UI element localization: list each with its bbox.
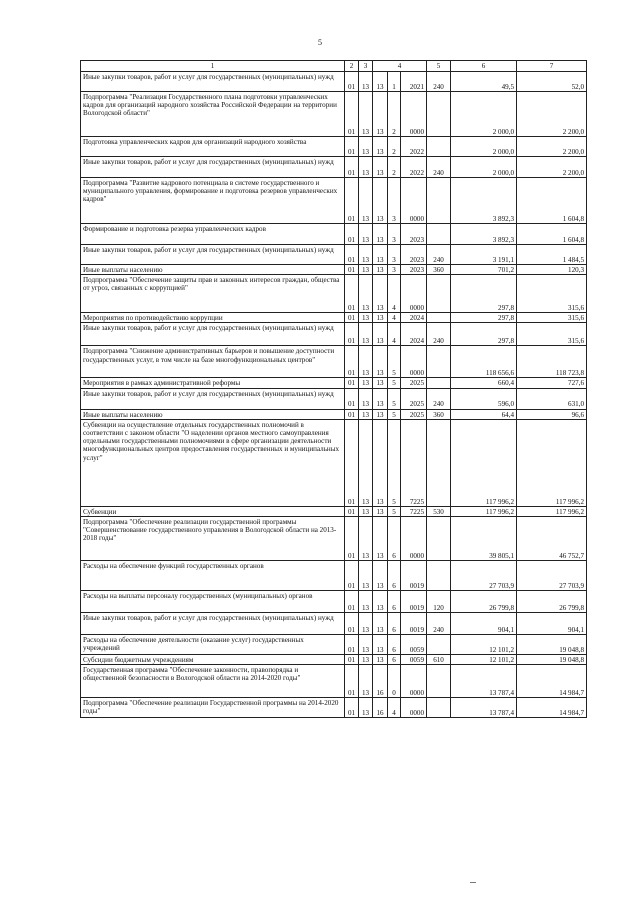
table-row <box>81 224 587 245</box>
row-subprogram: 4 <box>388 323 401 346</box>
row-name: Иные закупки товаров, работ и услуг для государственных (муниципальных) нужд <box>81 388 345 409</box>
row-amount-2017: 3 191,1 <box>451 245 517 265</box>
row-section: 01 <box>345 265 359 275</box>
row-amount-2018: 1 604,8 <box>517 178 587 224</box>
row-program: 13 <box>373 635 388 655</box>
row-expense-type <box>427 517 451 561</box>
row-program: 13 <box>373 245 388 265</box>
header-col-1: 1 <box>81 61 345 72</box>
table-row <box>81 517 587 561</box>
row-program: 13 <box>373 506 388 516</box>
table-row <box>81 137 587 157</box>
row-expense-type: 530 <box>427 506 451 516</box>
row-program: 13 <box>373 591 388 613</box>
table-row <box>81 419 587 506</box>
row-expense-type <box>427 665 451 698</box>
row-amount-2017: 701,2 <box>451 265 517 275</box>
row-amount-2018: 117 996,2 <box>517 506 587 516</box>
row-expense-type: 240 <box>427 613 451 635</box>
row-subprogram: 4 <box>388 313 401 323</box>
row-amount-2017: 26 799,8 <box>451 591 517 613</box>
table-row <box>81 92 587 137</box>
row-amount-2017: 904,1 <box>451 613 517 635</box>
table-row <box>81 561 587 591</box>
row-subsection: 13 <box>359 346 373 378</box>
row-section: 01 <box>345 178 359 224</box>
row-subsection: 13 <box>359 265 373 275</box>
row-section: 01 <box>345 245 359 265</box>
row-direction-code: 0000 <box>401 665 427 698</box>
row-name: Иные выплаты населению <box>81 265 345 275</box>
row-program: 13 <box>373 157 388 178</box>
row-subsection: 13 <box>359 92 373 137</box>
row-amount-2018: 19 048,8 <box>517 655 587 665</box>
row-direction-code: 0000 <box>401 92 427 137</box>
row-expense-type <box>427 224 451 245</box>
row-amount-2017: 49,5 <box>451 72 517 92</box>
row-amount-2018: 14 984,7 <box>517 665 587 698</box>
row-amount-2017: 12 101,2 <box>451 655 517 665</box>
row-direction-code: 0019 <box>401 613 427 635</box>
row-direction-code: 7225 <box>401 506 427 516</box>
row-subprogram: 6 <box>388 635 401 655</box>
row-amount-2018: 315,6 <box>517 275 587 313</box>
row-direction-code: 2022 <box>401 137 427 157</box>
row-amount-2018: 727,6 <box>517 378 587 388</box>
row-subprogram: 3 <box>388 265 401 275</box>
table-row <box>81 665 587 698</box>
row-direction-code: 0000 <box>401 346 427 378</box>
row-section: 01 <box>345 72 359 92</box>
row-amount-2017: 596,0 <box>451 388 517 409</box>
row-program: 16 <box>373 698 388 718</box>
row-amount-2017: 12 101,2 <box>451 635 517 655</box>
table-row <box>81 72 587 92</box>
row-program: 13 <box>373 275 388 313</box>
row-direction-code: 0019 <box>401 561 427 591</box>
row-subprogram: 5 <box>388 419 401 506</box>
row-section: 01 <box>345 517 359 561</box>
row-amount-2017: 297,8 <box>451 323 517 346</box>
row-name: Иные закупки товаров, работ и услуг для государственных (муниципальных) нужд <box>81 72 345 92</box>
row-name: Подготовка управленческих кадров для организаций народного хозяйства <box>81 137 345 157</box>
row-amount-2017: 117 996,2 <box>451 506 517 516</box>
row-section: 01 <box>345 613 359 635</box>
row-expense-type <box>427 419 451 506</box>
row-subprogram: 2 <box>388 137 401 157</box>
row-section: 01 <box>345 506 359 516</box>
row-amount-2018: 19 048,8 <box>517 635 587 655</box>
row-amount-2018: 120,3 <box>517 265 587 275</box>
table-row <box>81 409 587 419</box>
row-amount-2018: 2 200,0 <box>517 92 587 137</box>
table-row <box>81 275 587 313</box>
row-program: 13 <box>373 378 388 388</box>
row-name: Расходы на обеспечение функций государственных органов <box>81 561 345 591</box>
row-amount-2018: 631,0 <box>517 388 587 409</box>
row-subsection: 13 <box>359 665 373 698</box>
row-section: 01 <box>345 378 359 388</box>
row-direction-code: 2023 <box>401 224 427 245</box>
row-direction-code: 2025 <box>401 388 427 409</box>
row-subsection: 13 <box>359 157 373 178</box>
row-amount-2018: 2 200,0 <box>517 157 587 178</box>
row-subprogram: 6 <box>388 613 401 635</box>
row-section: 01 <box>345 323 359 346</box>
row-program: 13 <box>373 72 388 92</box>
row-expense-type: 240 <box>427 388 451 409</box>
row-subprogram: 6 <box>388 655 401 665</box>
table-row <box>81 388 587 409</box>
row-direction-code: 0000 <box>401 275 427 313</box>
page-number: 5 <box>318 38 322 47</box>
row-expense-type: 240 <box>427 323 451 346</box>
row-expense-type <box>427 346 451 378</box>
header-col-7: 7 <box>517 61 587 72</box>
row-expense-type <box>427 137 451 157</box>
row-subsection: 13 <box>359 378 373 388</box>
row-amount-2018: 118 723,8 <box>517 346 587 378</box>
row-name: Иные закупки товаров, работ и услуг для государственных (муниципальных) нужд <box>81 245 345 265</box>
row-name: Формирование и подготовка резерва управленческих кадров <box>81 224 345 245</box>
row-program: 13 <box>373 517 388 561</box>
row-subprogram: 3 <box>388 224 401 245</box>
row-subsection: 13 <box>359 591 373 613</box>
row-section: 01 <box>345 409 359 419</box>
row-expense-type: 610 <box>427 655 451 665</box>
row-direction-code: 0019 <box>401 591 427 613</box>
row-name: Иные закупки товаров, работ и услуг для государственных (муниципальных) нужд <box>81 157 345 178</box>
row-subsection: 13 <box>359 419 373 506</box>
table-body <box>81 61 587 718</box>
row-name: Субвенции <box>81 506 345 516</box>
row-name: Подпрограмма "Развитие кадрового потенциала в системе государственного и муниципального управления, формирование и подготовка резервов управленческих кадров" <box>81 178 345 224</box>
row-direction-code: 2024 <box>401 323 427 346</box>
row-expense-type <box>427 178 451 224</box>
row-amount-2018: 315,6 <box>517 323 587 346</box>
row-name: Субвенции на осуществление отдельных государственных полномочий в соответствии с законом области "О наделении органов местного самоуправления отдельными государственными полномочиями в сфере организации деятельности многофункциональных центров предоставления государственных и муниципальных услуг" <box>81 419 345 506</box>
row-amount-2018: 27 703,9 <box>517 561 587 591</box>
row-subsection: 13 <box>359 137 373 157</box>
row-direction-code: 2023 <box>401 265 427 275</box>
row-expense-type <box>427 313 451 323</box>
row-subprogram: 5 <box>388 388 401 409</box>
row-name: Субсидии бюджетным учреждениям <box>81 655 345 665</box>
row-name: Иные закупки товаров, работ и услуг для государственных (муниципальных) нужд <box>81 323 345 346</box>
row-expense-type: 240 <box>427 157 451 178</box>
row-direction-code: 7225 <box>401 419 427 506</box>
row-expense-type <box>427 635 451 655</box>
row-section: 01 <box>345 346 359 378</box>
row-expense-type: 240 <box>427 72 451 92</box>
row-direction-code: 2024 <box>401 313 427 323</box>
row-expense-type <box>427 561 451 591</box>
row-expense-type <box>427 275 451 313</box>
table-row <box>81 655 587 665</box>
row-section: 01 <box>345 655 359 665</box>
row-subprogram: 3 <box>388 178 401 224</box>
row-amount-2018: 2 200,0 <box>517 137 587 157</box>
row-amount-2017: 2 000,0 <box>451 157 517 178</box>
row-name: Подпрограмма "Обеспечение реализации Государственной программы на 2014-2020 годы" <box>81 698 345 718</box>
row-name: Расходы на выплаты персоналу государственных (муниципальных) органов <box>81 591 345 613</box>
table-row <box>81 635 587 655</box>
row-subsection: 13 <box>359 388 373 409</box>
table-row <box>81 313 587 323</box>
table-row <box>81 346 587 378</box>
row-subsection: 13 <box>359 635 373 655</box>
row-expense-type: 360 <box>427 265 451 275</box>
table-row <box>81 157 587 178</box>
row-name: Мероприятия по противодействию коррупции <box>81 313 345 323</box>
row-program: 13 <box>373 137 388 157</box>
header-col-5: 5 <box>427 61 451 72</box>
row-subsection: 13 <box>359 224 373 245</box>
row-amount-2017: 297,8 <box>451 275 517 313</box>
row-program: 13 <box>373 313 388 323</box>
table-row <box>81 323 587 346</box>
row-expense-type: 360 <box>427 409 451 419</box>
row-amount-2017: 118 656,6 <box>451 346 517 378</box>
row-program: 13 <box>373 323 388 346</box>
row-direction-code: 0059 <box>401 635 427 655</box>
row-subprogram: 1 <box>388 72 401 92</box>
row-program: 13 <box>373 92 388 137</box>
row-program: 13 <box>373 178 388 224</box>
row-name: Подпрограмма "Снижение административных барьеров и повышение доступности государственных услуг, в том числе на базе многофункциональных центров" <box>81 346 345 378</box>
row-subsection: 13 <box>359 323 373 346</box>
table-row <box>81 506 587 516</box>
row-direction-code: 0000 <box>401 698 427 718</box>
header-col-3: 3 <box>359 61 373 72</box>
row-amount-2018: 315,6 <box>517 313 587 323</box>
row-name: Государственная программа "Обеспечение законности, правопорядка и общественной безопасности в Вологодской области на 2014-2020 годы" <box>81 665 345 698</box>
row-subsection: 13 <box>359 275 373 313</box>
row-section: 01 <box>345 665 359 698</box>
row-subprogram: 6 <box>388 561 401 591</box>
row-amount-2018: 1 484,5 <box>517 245 587 265</box>
row-subsection: 13 <box>359 245 373 265</box>
row-subprogram: 2 <box>388 92 401 137</box>
row-program: 16 <box>373 665 388 698</box>
row-amount-2017: 2 000,0 <box>451 92 517 137</box>
row-section: 01 <box>345 591 359 613</box>
row-subprogram: 6 <box>388 591 401 613</box>
row-section: 01 <box>345 224 359 245</box>
row-subprogram: 4 <box>388 698 401 718</box>
row-amount-2018: 14 984,7 <box>517 698 587 718</box>
row-section: 01 <box>345 635 359 655</box>
row-expense-type <box>427 378 451 388</box>
row-name: Подпрограмма "Реализация Государственного плана подготовки управленческих кадров для организаций народного хозяйства Российской Федерации на территории Вологодской области" <box>81 92 345 137</box>
row-amount-2017: 64,4 <box>451 409 517 419</box>
row-subsection: 13 <box>359 313 373 323</box>
row-direction-code: 2025 <box>401 378 427 388</box>
row-subsection: 13 <box>359 506 373 516</box>
row-subsection: 13 <box>359 409 373 419</box>
row-name: Подпрограмма "Обеспечение реализации государственной программы "Совершенствование государственного управления в Вологодской области на 2013-2018 годы" <box>81 517 345 561</box>
header-col-4: 4 <box>373 61 427 72</box>
row-name: Подпрограмма "Обеспечение защиты прав и законных интересов граждан, общества от угроз, связанных с коррупцией" <box>81 275 345 313</box>
header-col-6: 6 <box>451 61 517 72</box>
row-program: 13 <box>373 224 388 245</box>
row-amount-2018: 96,6 <box>517 409 587 419</box>
row-expense-type <box>427 92 451 137</box>
row-subprogram: 5 <box>388 409 401 419</box>
row-subsection: 13 <box>359 517 373 561</box>
table-row <box>81 613 587 635</box>
row-direction-code: 2021 <box>401 72 427 92</box>
row-name: Иные выплаты населению <box>81 409 345 419</box>
row-direction-code: 2023 <box>401 245 427 265</box>
row-expense-type: 120 <box>427 591 451 613</box>
row-section: 01 <box>345 419 359 506</box>
row-name: Мероприятия в рамках административной реформы <box>81 378 345 388</box>
row-section: 01 <box>345 561 359 591</box>
row-program: 13 <box>373 613 388 635</box>
row-amount-2018: 1 604,8 <box>517 224 587 245</box>
table-row <box>81 265 587 275</box>
row-subsection: 13 <box>359 561 373 591</box>
row-subsection: 13 <box>359 698 373 718</box>
header-col-2: 2 <box>345 61 359 72</box>
row-amount-2018: 117 996,2 <box>517 419 587 506</box>
row-section: 01 <box>345 92 359 137</box>
row-expense-type: 240 <box>427 245 451 265</box>
row-amount-2017: 13 787,4 <box>451 698 517 718</box>
row-expense-type <box>427 698 451 718</box>
row-section: 01 <box>345 137 359 157</box>
row-amount-2017: 297,8 <box>451 313 517 323</box>
row-section: 01 <box>345 698 359 718</box>
row-program: 13 <box>373 346 388 378</box>
row-subprogram: 5 <box>388 346 401 378</box>
table-row <box>81 591 587 613</box>
budget-table <box>80 60 587 718</box>
row-amount-2018: 52,0 <box>517 72 587 92</box>
row-section: 01 <box>345 313 359 323</box>
row-amount-2018: 46 752,7 <box>517 517 587 561</box>
table-row <box>81 378 587 388</box>
row-program: 13 <box>373 388 388 409</box>
row-amount-2017: 2 000,0 <box>451 137 517 157</box>
row-amount-2017: 117 996,2 <box>451 419 517 506</box>
row-direction-code: 0000 <box>401 517 427 561</box>
row-program: 13 <box>373 265 388 275</box>
row-name: Расходы на обеспечение деятельности (оказание услуг) государственных учреждений <box>81 635 345 655</box>
row-direction-code: 2025 <box>401 409 427 419</box>
scan-mark <box>470 882 476 883</box>
row-name: Иные закупки товаров, работ и услуг для государственных (муниципальных) нужд <box>81 613 345 635</box>
row-subprogram: 5 <box>388 378 401 388</box>
row-subprogram: 4 <box>388 275 401 313</box>
row-section: 01 <box>345 388 359 409</box>
row-program: 13 <box>373 419 388 506</box>
row-amount-2017: 39 805,1 <box>451 517 517 561</box>
row-subprogram: 0 <box>388 665 401 698</box>
row-subprogram: 6 <box>388 517 401 561</box>
row-program: 13 <box>373 409 388 419</box>
row-direction-code: 0000 <box>401 178 427 224</box>
row-subprogram: 2 <box>388 157 401 178</box>
row-program: 13 <box>373 561 388 591</box>
row-subsection: 13 <box>359 655 373 665</box>
row-subsection: 13 <box>359 613 373 635</box>
row-amount-2017: 3 892,3 <box>451 178 517 224</box>
row-amount-2017: 660,4 <box>451 378 517 388</box>
row-amount-2018: 26 799,8 <box>517 591 587 613</box>
table-row <box>81 178 587 224</box>
row-subsection: 13 <box>359 72 373 92</box>
row-direction-code: 0059 <box>401 655 427 665</box>
table-header-row <box>81 61 587 72</box>
row-subprogram: 3 <box>388 245 401 265</box>
table-row <box>81 698 587 718</box>
row-amount-2017: 13 787,4 <box>451 665 517 698</box>
row-section: 01 <box>345 275 359 313</box>
table-row <box>81 245 587 265</box>
row-program: 13 <box>373 655 388 665</box>
row-section: 01 <box>345 157 359 178</box>
row-direction-code: 2022 <box>401 157 427 178</box>
row-amount-2017: 27 703,9 <box>451 561 517 591</box>
row-subsection: 13 <box>359 178 373 224</box>
row-amount-2017: 3 892,3 <box>451 224 517 245</box>
row-amount-2018: 904,1 <box>517 613 587 635</box>
row-subprogram: 5 <box>388 506 401 516</box>
